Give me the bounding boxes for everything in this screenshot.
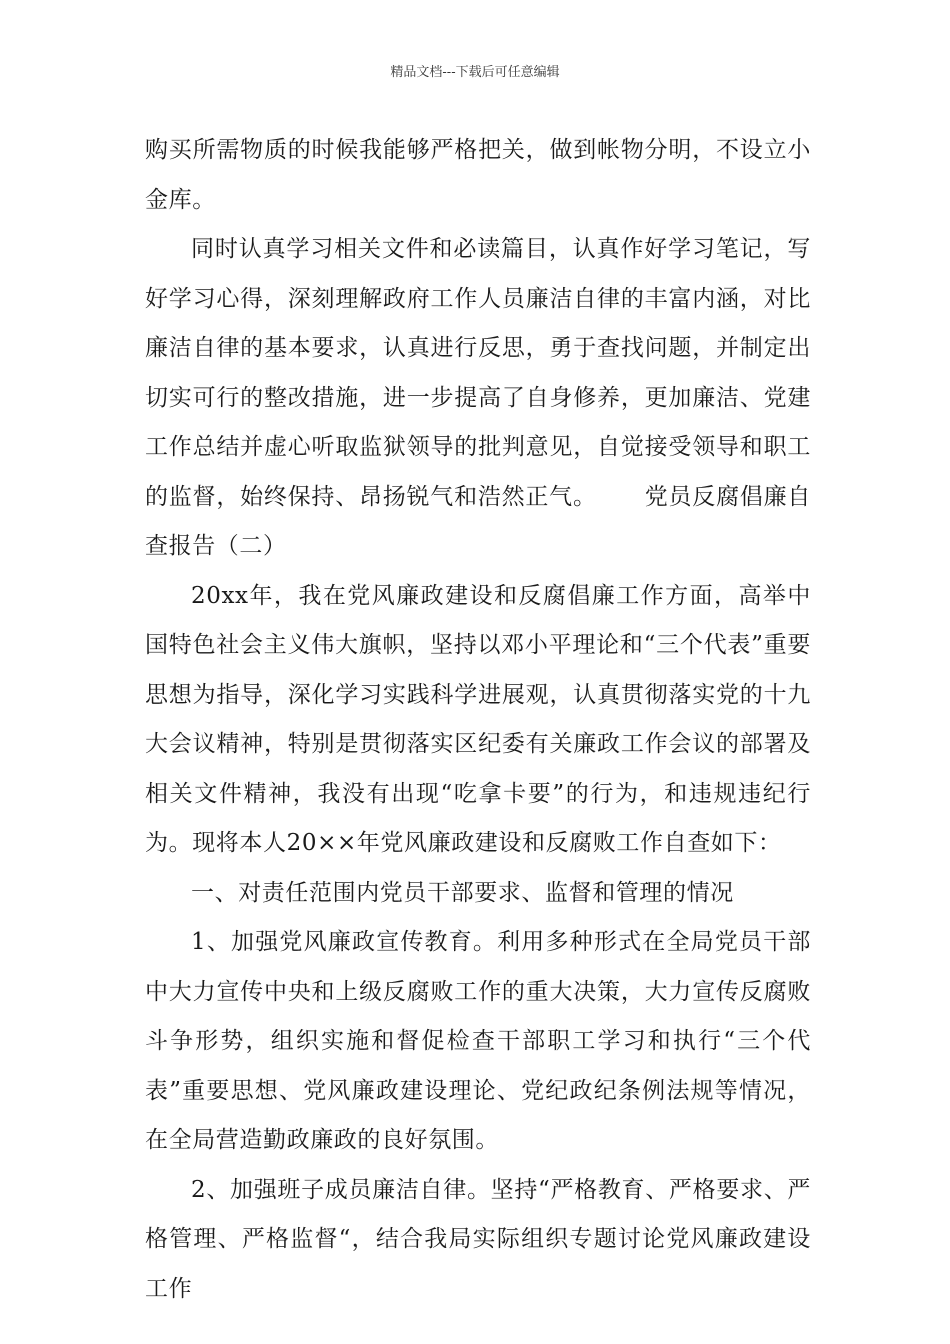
paragraph-item-2: 2、加强班子成员廉洁自律。坚持“严格教育、严格要求、严格管理、严格监督“，结合我局实际组织专题讨论党风廉政建设工作	[145, 1176, 811, 1302]
section-title-inline: 党员反腐倡廉自查报告（二）	[145, 483, 812, 559]
section-heading-1: 一、对责任范围内党员干部要求、监督和管理的情况	[191, 879, 734, 906]
paragraph-1: 购买所需物质的时候我能够严格把关，做到帐物分明，不设立小金库。	[145, 137, 811, 213]
paragraph-3: 20xx年，我在党风廉政建设和反腐倡廉工作方面，高举中国特色社会主义伟大旗帜，坚持以邓小平理论和“三个代表”重要思想为指导，深化学习实践科学进展观，认真贯彻落实党的十九大会议精神，特别是贯彻落实区纪委有关廉政工作会议的部署及相关文件精神，我没有出现“吃拿卡要”的行为，和违规违纪行为。现将本人20××年党风廉政建设和反腐败工作自查如下：	[145, 582, 811, 856]
document-body	[145, 126, 811, 1314]
paragraph-2-text: 同时认真学习相关文件和必读篇目，认真作好学习笔记，写好学习心得，深刻理解政府工作人员廉洁自律的丰富内涵，对比廉洁自律的基本要求，认真进行反思，勇于查找问题，并制定出切实可行的整改措施，进一步提高了自身修养，更加廉洁、党建工作总结并虚心听取监狱领导的批判意见，自觉接受领导和职工的监督，始终保持、昂扬锐气和浩然正气。	[145, 236, 811, 510]
page-header: 精品文档---下载后可任意编辑	[390, 65, 560, 80]
paragraph-2	[145, 225, 811, 572]
paragraph-item-1: 1、加强党风廉政宣传教育。利用多种形式在全局党员干部中大力宣传中央和上级反腐败工作的重大决策，大力宣传反腐败斗争形势，组织实施和督促检查干部职工学习和执行“三个代表”重要思想、党风廉政建设理论、党纪政纪条例法规等情况，在全局营造勤政廉政的良好氛围。	[145, 929, 811, 1153]
